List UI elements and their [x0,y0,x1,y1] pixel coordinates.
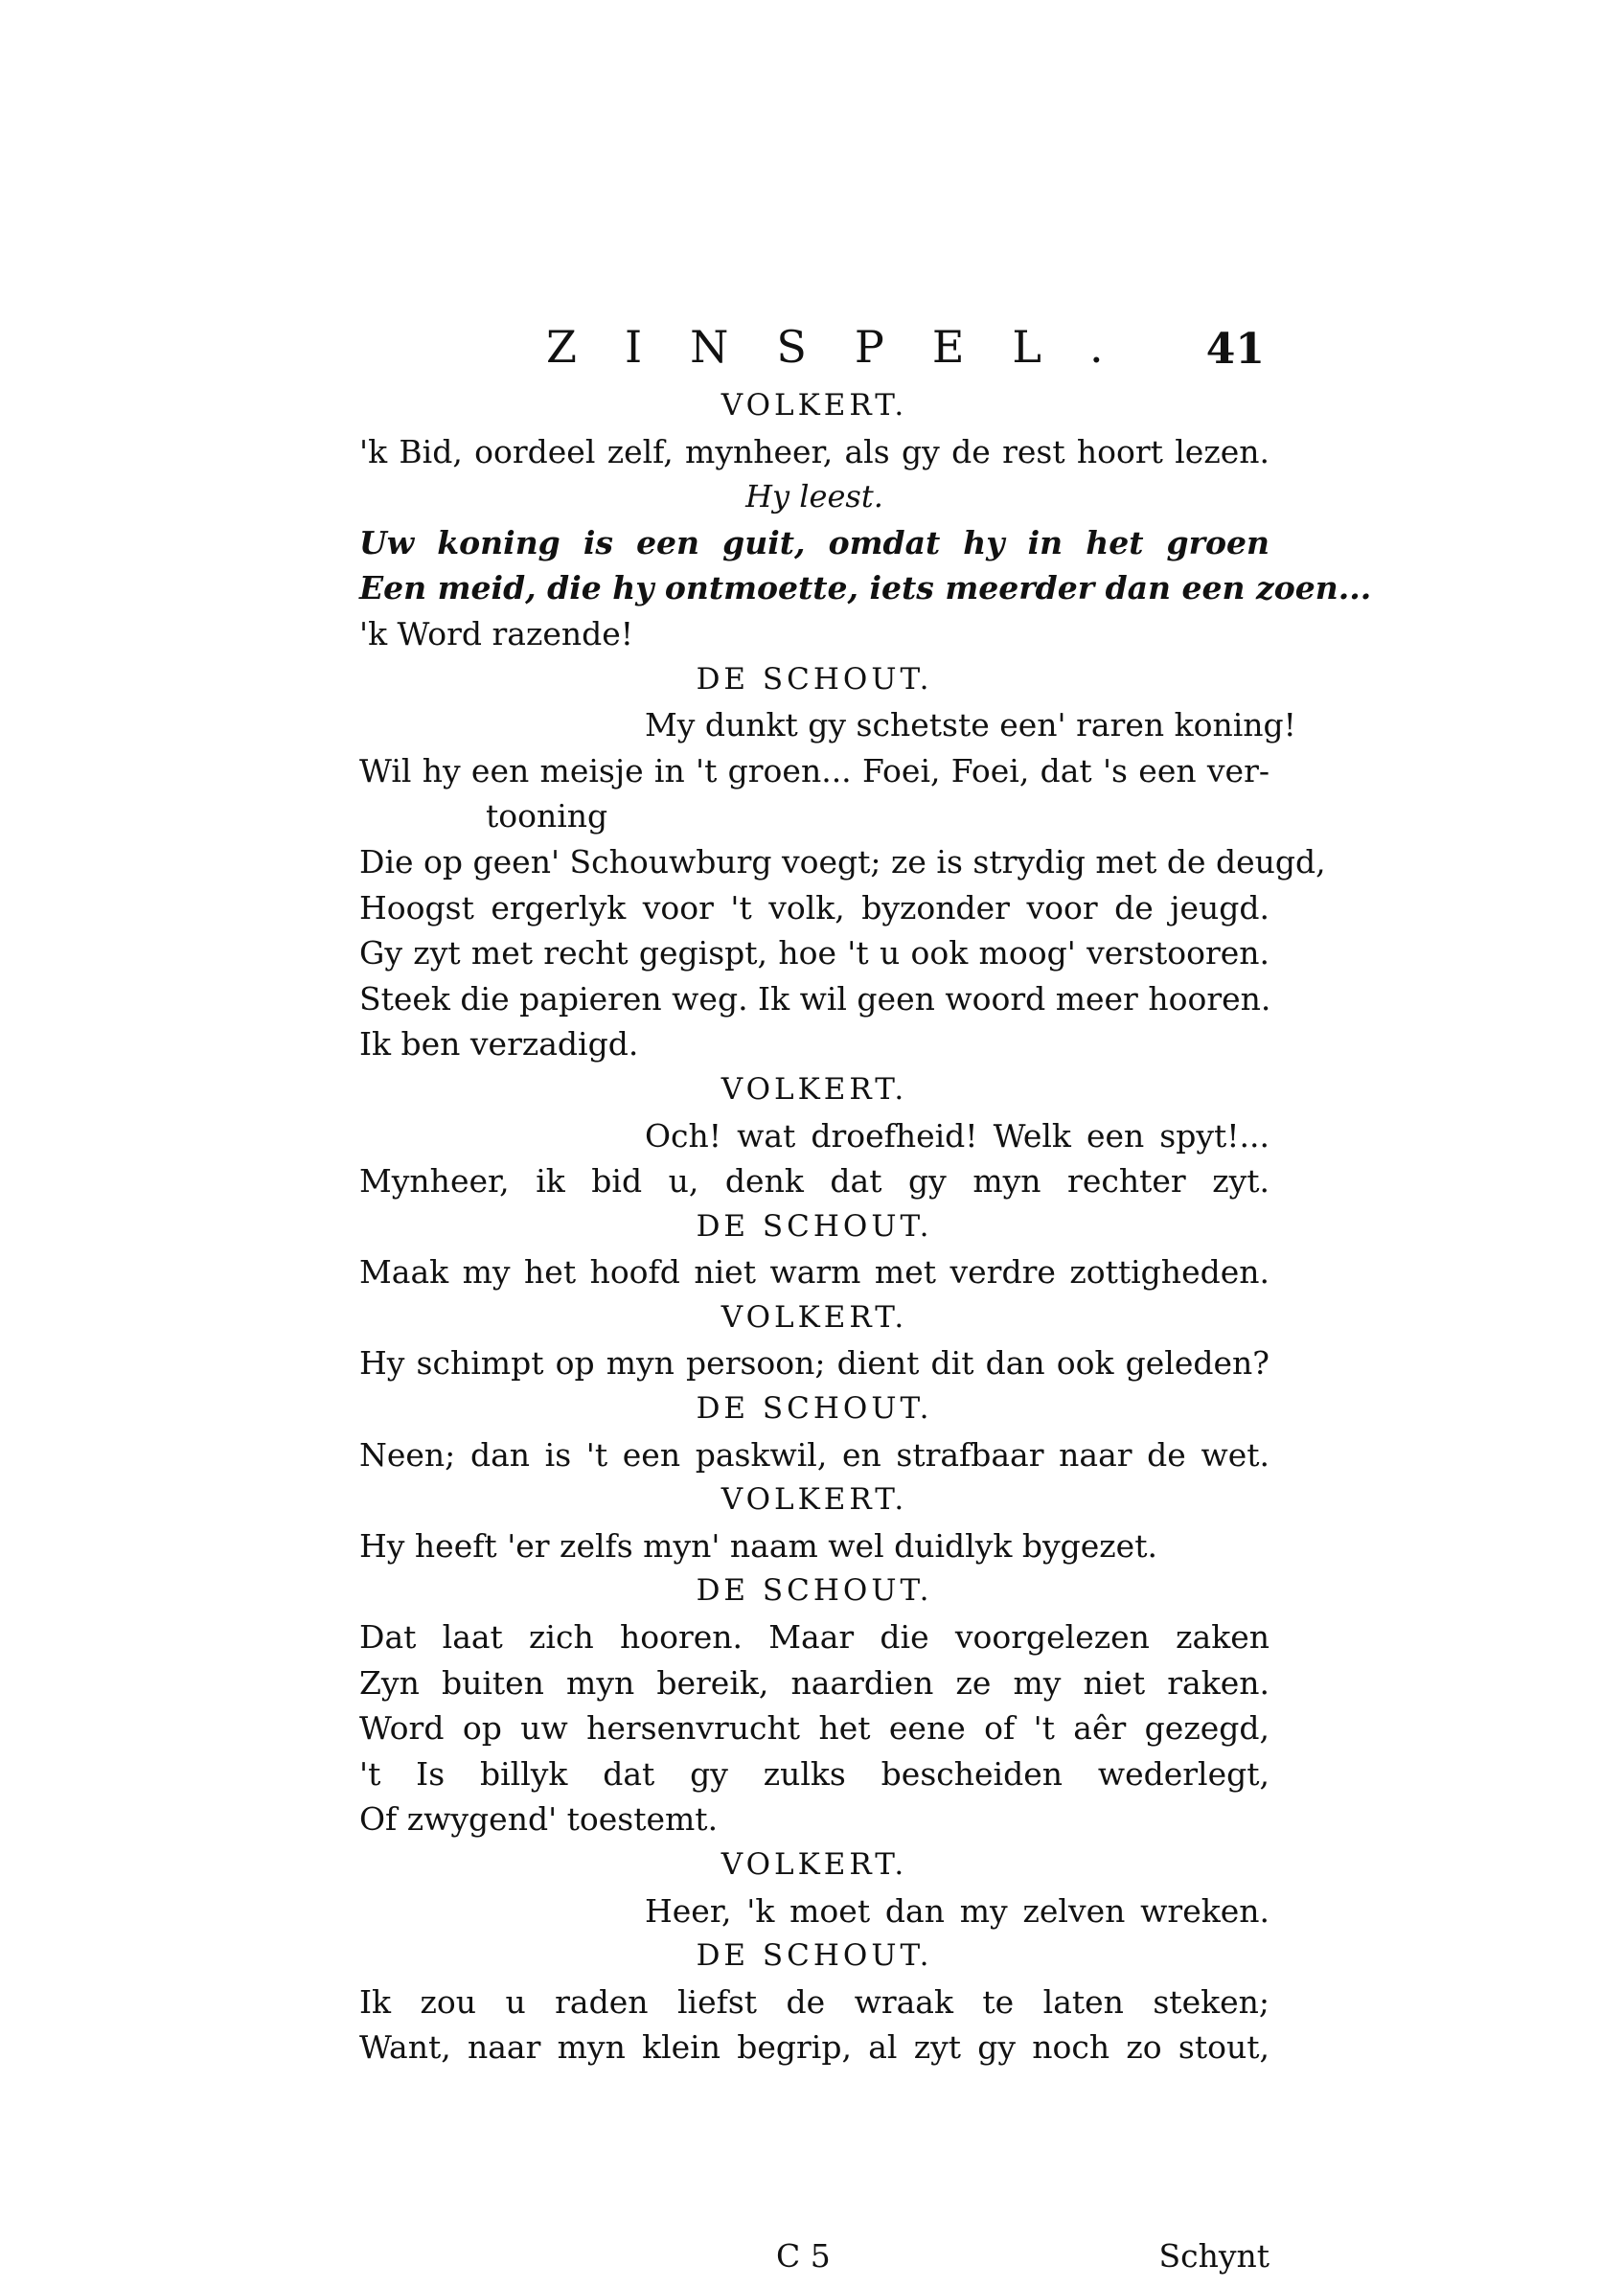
verse-line: Zyn buiten myn bereik, naardien ze my niet raken. [359,1663,1269,1702]
page-footer [359,2237,1269,2283]
catchword: Schynt [1158,2237,1269,2275]
verse-line: 't Is billyk dat gy zulks bescheiden wederlegt, [359,1754,1269,1793]
speaker-name: DE SCHOUT. [696,1938,933,1974]
verse-line: Steek die papieren weg. Ik wil geen woord meer hooren. [359,979,1271,1018]
verse-line: Ik ben verzadigd. [359,1025,639,1064]
verse-line: Gy zyt met recht gegispt, hoe 't u ook moog' verstooren. [359,934,1269,972]
speaker-name: DE SCHOUT. [696,1573,933,1609]
verse-line: Die op geen' Schouwburg voegt; ze is strydig met de deugd, [359,842,1326,881]
verse-line: 'k Word razende! [359,614,634,652]
play-text [359,383,1372,2071]
verse-line: Wil hy een meisje in 't groen... Foei, Foei, dat 's een ver- [359,751,1269,789]
verse-line: Dat laat zich hooren. Maar die voorgelezen zaken [359,1618,1269,1657]
speaker-name: VOLKERT. [721,1482,908,1518]
signature-mark: C 5 [776,2237,831,2275]
verse-line: Of zwygend' toestemt. [359,1800,719,1839]
stage-direction: Hy leest. [745,478,883,515]
verse-line-italic: Een meid, die hy ontmoette, iets meerder dan een zoen... [359,569,1372,607]
speaker-name: VOLKERT. [721,1071,908,1107]
verse-line: Neen; dan is 't een paskwil, en strafbaar naar de wet. [359,1435,1269,1474]
speaker-name: DE SCHOUT. [696,661,933,697]
verse-line: Hy heeft 'er zelfs myn' naam wel duidlyk bygezet. [359,1526,1157,1565]
verse-line: Hy schimpt op myn persoon; dient dit dan ook geleden? [359,1344,1269,1383]
verse-line: Word op uw hersenvrucht het eene of 't aêr gezegd, [359,1709,1269,1748]
speaker-name: VOLKERT. [721,388,908,423]
speaker-name: DE SCHOUT. [696,1208,933,1244]
verse-line: Mynheer, ik bid u, denk dat gy myn rechter zyt. [359,1162,1269,1201]
verse-line: 'k Bid, oordeel zelf, mynheer, als gy de rest hoort lezen. [359,432,1269,470]
verse-line-italic: Uw koning is een guit, omdat hy in het groen [359,523,1269,561]
verse-line: Hoogst ergerlyk voor 't volk, byzonder voor de jeugd. [359,888,1269,927]
speaker-name: VOLKERT. [721,1299,908,1335]
verse-line: Ik zou u raden liefst de wraak te laten steken; [359,1982,1269,2021]
verse-line: Och! wat droefheid! Welk een spyt!... [645,1116,1269,1155]
verse-line-continuation: tooning [486,797,608,835]
speaker-name: VOLKERT. [721,1847,908,1882]
verse-line: Want, naar myn klein begrip, al zyt gy noch zo stout, [359,2028,1269,2067]
speaker-name: DE SCHOUT. [696,1391,933,1427]
page-number: 41 [1205,325,1265,374]
running-title: ZINSPEL. [546,321,1152,373]
verse-line: Heer, 'k moet dan my zelven wreken. [645,1891,1269,1930]
verse-line: My dunkt gy schetste een' raren koning! [645,706,1296,744]
verse-line: Maak my het hoofd niet warm met verdre zottigheden. [359,1253,1269,1292]
